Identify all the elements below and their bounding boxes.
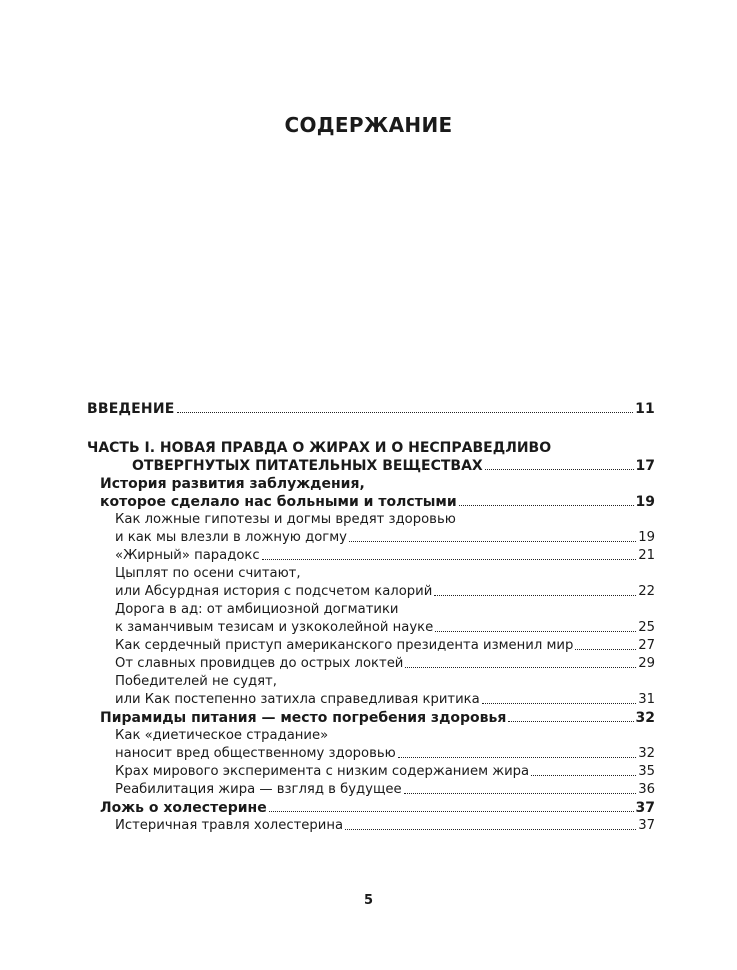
dot-leader [345, 829, 636, 830]
toc-entry-text: Ложь о холестерине [100, 800, 267, 816]
toc-entry-text: От славных провидцев до острых локтей [115, 656, 404, 671]
toc-entry-subsection[interactable] [87, 511, 655, 547]
toc-entry-text: и как мы влезли в ложную догму [115, 530, 347, 545]
toc-entry-text: Как ложные гипотезы и догмы вредят здоровью [115, 512, 456, 527]
toc-page-number: 19 [638, 530, 655, 545]
toc-entry-subsection[interactable] [87, 817, 655, 835]
toc-page-number: 35 [638, 764, 655, 779]
toc-page-number: 36 [638, 782, 655, 797]
toc-entry-subsection[interactable] [87, 727, 655, 763]
dot-leader [531, 775, 636, 776]
dot-leader [405, 667, 636, 668]
page-number: 5 [363, 893, 374, 908]
toc-entry-subsection[interactable] [87, 547, 655, 565]
toc-page-number: 11 [635, 401, 655, 417]
toc-entry-text: наносит вред общественному здоровью [115, 746, 396, 761]
toc-entry-text: которое сделало нас больными и толстыми [100, 494, 457, 510]
dot-leader [177, 412, 634, 413]
toc-entry-subsection[interactable] [87, 781, 655, 799]
toc-entry-text: Цыплят по осени считают, [115, 566, 301, 581]
toc-page-number: 25 [638, 620, 655, 635]
dot-leader [404, 793, 637, 794]
toc-entry-text: Истеричная травля холестерина [115, 818, 344, 833]
page-title: СОДЕРЖАНИЕ [284, 113, 453, 137]
dot-leader [459, 505, 634, 506]
toc-entry-text: или Как постепенно затихла справедливая критика [115, 692, 480, 707]
toc-page-number: 37 [635, 800, 655, 816]
toc-page-number: 32 [638, 746, 655, 761]
dot-leader [434, 595, 636, 596]
toc-entry-text: Пирамиды питания — место погребения здоровья [100, 710, 507, 726]
dot-leader [575, 649, 636, 650]
dot-leader [269, 811, 634, 812]
toc-entry-text: ВВЕДЕНИЕ [87, 401, 175, 417]
toc-page-number: 32 [635, 710, 655, 726]
dot-leader [482, 703, 637, 704]
toc-entry-text: Победителей не судят, [115, 674, 277, 689]
toc-entry-part1[interactable] [87, 439, 655, 475]
toc-entry-subsection[interactable] [87, 655, 655, 673]
toc-entry-subsection[interactable] [87, 637, 655, 655]
toc-entry-text: Реабилитация жира — взгляд в будущее [115, 782, 402, 797]
toc-page-number: 29 [638, 656, 655, 671]
toc-page-number: 27 [638, 638, 655, 653]
toc-entry-text: ЧАСТЬ I. НОВАЯ ПРАВДА О ЖИРАХ И О НЕСПРАВЕДЛИВО [87, 440, 552, 456]
dot-leader [349, 541, 636, 542]
dot-leader [485, 469, 634, 470]
toc-entry-subsection[interactable] [87, 565, 655, 601]
toc-entry-text: «Жирный» парадокс [115, 548, 260, 563]
toc-page-number: 22 [638, 584, 655, 599]
toc-entry-text: Как сердечный приступ американского президента изменил мир [115, 638, 574, 653]
dot-leader [508, 721, 633, 722]
toc-entry-intro[interactable] [87, 400, 655, 418]
dot-leader [262, 559, 637, 560]
toc-page-number: 37 [638, 818, 655, 833]
table-of-contents [87, 400, 655, 835]
toc-entry-subsection[interactable] [87, 763, 655, 781]
toc-entry-section[interactable] [87, 709, 655, 727]
toc-entry-text: Дорога в ад: от амбициозной догматики [115, 602, 399, 617]
toc-page-number: 21 [638, 548, 655, 563]
dot-leader [398, 757, 636, 758]
toc-entry-subsection[interactable] [87, 673, 655, 709]
toc-entry-text: Крах мирового эксперимента с низким содержанием жира [115, 764, 530, 779]
dot-leader [435, 631, 636, 632]
toc-entry-text: История развития заблуждения, [100, 476, 365, 492]
toc-page-number: 19 [635, 494, 655, 510]
toc-page-number: 17 [635, 458, 655, 474]
toc-entry-text: Как «диетическое страдание» [115, 728, 329, 743]
toc-page-number: 31 [638, 692, 655, 707]
toc-entry-text: ОТВЕРГНУТЫХ ПИТАТЕЛЬНЫХ ВЕЩЕСТВАХ [132, 458, 483, 474]
toc-entry-section[interactable] [87, 475, 655, 511]
toc-entry-text: к заманчивым тезисам и узкоколейной науке [115, 620, 434, 635]
toc-entry-subsection[interactable] [87, 601, 655, 637]
toc-entry-section[interactable] [87, 799, 655, 817]
toc-entry-text: или Абсурдная история с подсчетом калорий [115, 584, 433, 599]
